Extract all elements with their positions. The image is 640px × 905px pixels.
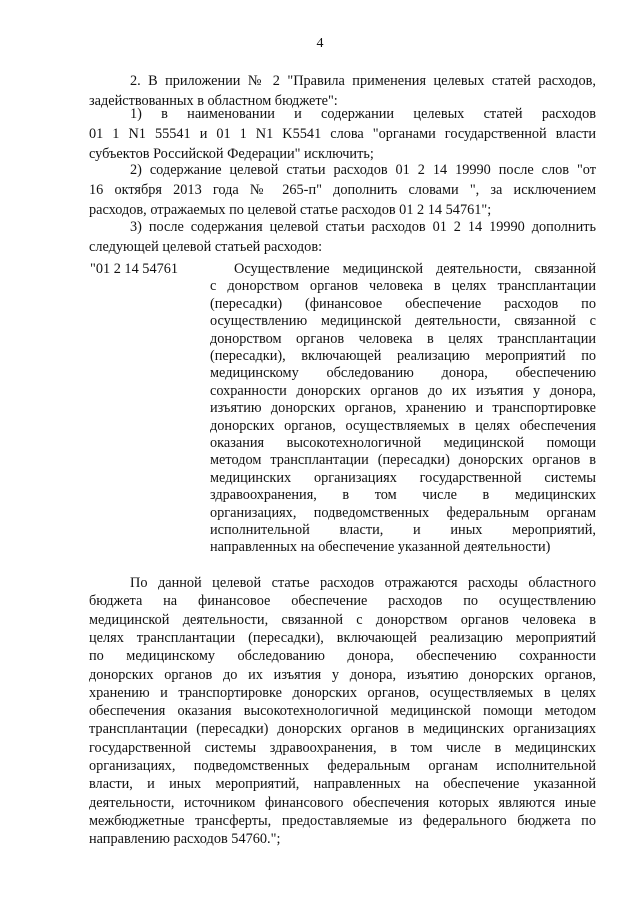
closing-line: по медицинскому обследованию донора, обеспечению сохранности [89,648,596,665]
sub3-line: 3) после содержания целевой статьи расходов 01 2 14 19990 дополнить [130,219,596,235]
closing-line: межбюджетные трансферты, предоставляемые из федерального бюджета по [89,812,596,829]
closing-line: медицинской деятельности, связанной с донорством органов человека в [89,611,596,628]
closing-line: хранению и транспортировке донорских органов, осуществляемых в целях [89,684,596,701]
closing-line: направлению расходов 54760."; [89,831,281,848]
closing-line: трансплантации (пересадки) донорских органов в медицинских организациях [89,721,596,738]
closing-line: власти, и иных мероприятий, направленных на обеспечение указанной [89,776,596,793]
closing-line: бюджета на финансовое обеспечение расходов по осуществлению [89,593,596,610]
target-desc-line: (пересадки), включающей реализацию мероприятий по [210,348,596,364]
sub1-line: 1) в наименовании и содержании целевых статей расходов [130,106,596,122]
item2-line: 2. В приложении № 2 "Правила применения целевых статей расходов, [130,73,596,89]
target-desc-line: оказания высокотехнологичной медицинской помощи [210,435,596,451]
target-desc-line: сохранности донорских органов до их изъятия у донора, [210,382,596,399]
target-desc-line: медицинских организациях государственной системы [210,469,596,486]
target-code: "01 2 14 54761 [90,261,179,277]
sub2-line: 16 октября 2013 года № 265-п" дополнить словами ", за исключением [89,182,596,198]
target-desc-line: исполнительной власти, и иных мероприятий, [210,522,596,538]
target-desc-line: методом трансплантации (пересадки) донорских органов в [210,452,596,469]
closing-line: обеспечения оказания высокотехнологичной медицинской помощи методом [89,703,596,720]
target-desc-line: осуществлению медицинской деятельности, связанной с [210,313,596,330]
target-desc-line: с донорством органов человека в целях трансплантации [210,278,596,295]
closing-line: организациях, подведомственных федеральным органам исполнительной [89,758,596,774]
sub1-line: субъектов Российской Федерации" исключить; [89,146,374,162]
closing-line: государственной системы здравоохранения, в том числе в медицинских [89,739,596,756]
item2-line: задействованных в областном бюджете": [89,93,338,109]
sub1-line: 01 1 N1 55541 и 01 1 N1 K5541 слова "органами государственной власти [89,126,596,142]
sub2-line: 2) содержание целевой статьи расходов 01 2 14 19990 после слов "от [130,162,596,178]
page-number: 4 [316,36,324,51]
sub2-line: расходов, отражаемых по целевой статье расходов 01 2 14 54761"; [89,202,492,218]
target-desc-line: направленных на обеспечение указанной деятельности) [210,539,551,556]
target-desc-line: (пересадки) (финансовое обеспечение расходов по [210,295,596,312]
closing-line: целях трансплантации (пересадки), включающей реализацию мероприятий [89,629,596,646]
target-desc-line: организациях, подведомственных федеральным органам [210,504,596,521]
sub3-line: следующей целевой статьей расходов: [89,239,323,255]
target-desc-line: здравоохранения, в том числе в медицинских [210,487,596,504]
target-desc-line: Осуществление медицинской деятельности, связанной [234,261,596,277]
target-desc-line: донорских органов, осуществляемых в целях обеспечения [210,417,596,434]
closing-line: донорских органов до их изъятия у донора, изъятию донорских органов, [89,666,596,683]
target-desc-line: медицинскому обследованию донора, обеспечению [210,365,596,382]
target-desc-line: донорством органов человека в целях трансплантации [210,330,596,347]
closing-line: По данной целевой статье расходов отражаются расходы областного [130,575,596,591]
closing-line: деятельности, источником финансового обеспечения которых являются иные [89,794,596,811]
target-desc-line: изъятию донорских органов, хранению и транспортировке [210,400,596,417]
